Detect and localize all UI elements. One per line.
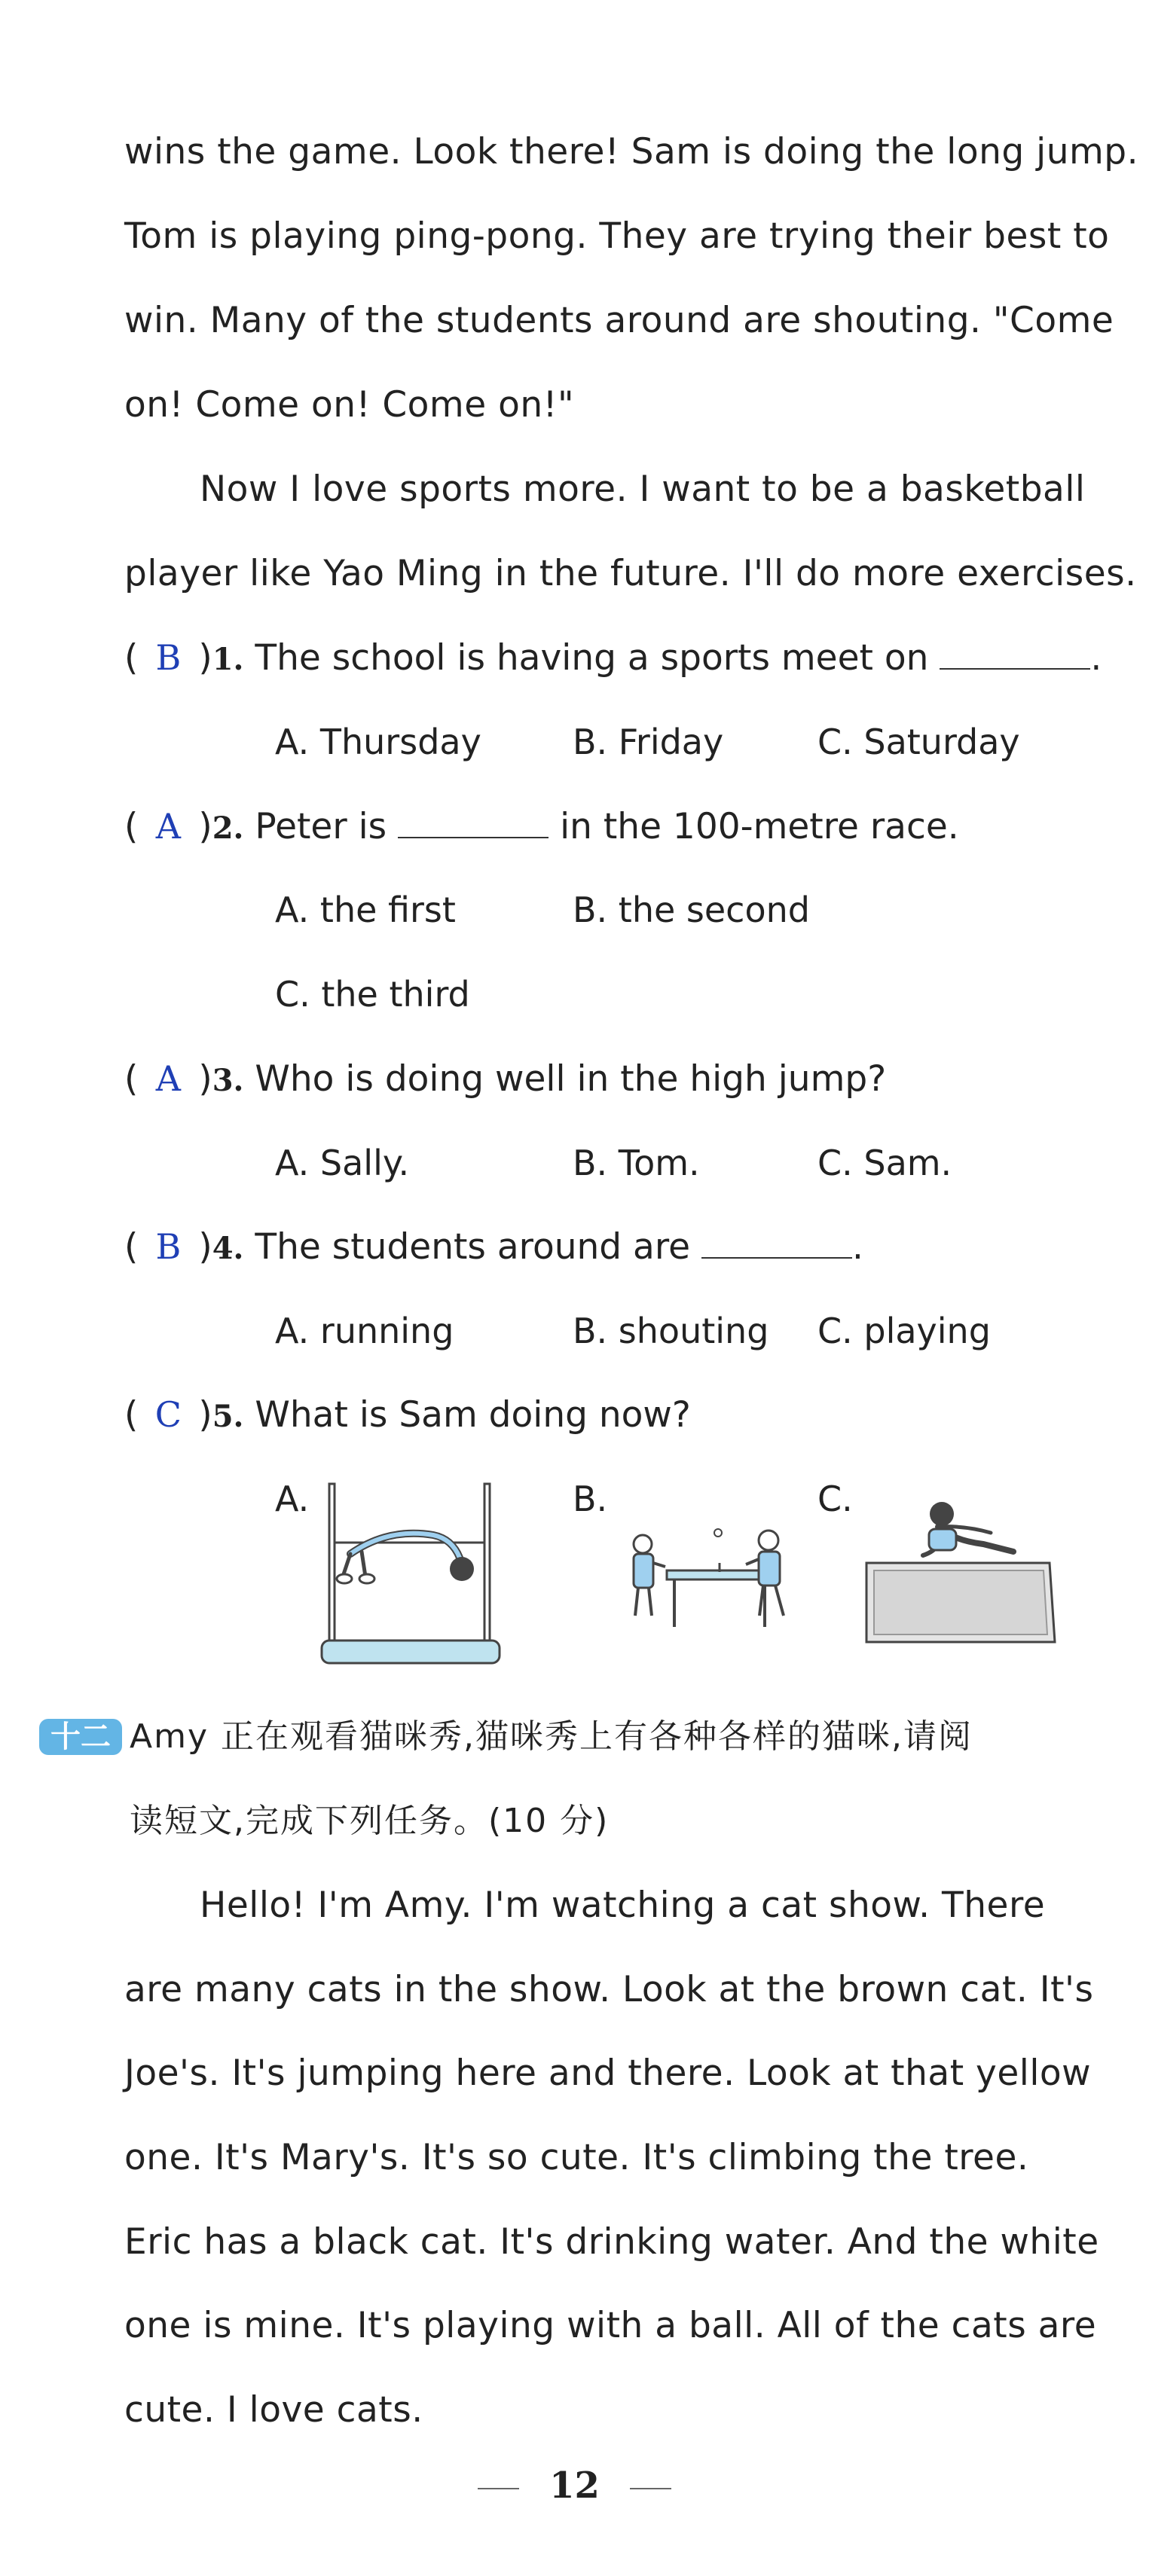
question-4: ( B )4. The students around are . [124, 1224, 863, 1271]
answer-blank [398, 804, 549, 838]
option-b: B. shouting [573, 1311, 769, 1351]
answer-3[interactable]: A [155, 1058, 181, 1099]
page-number: 12 [549, 2465, 600, 2507]
passage-line: win. Many of the students around are shouting. "Come [124, 300, 1114, 341]
answer-blank [940, 635, 1090, 670]
answer-5[interactable]: C [154, 1394, 182, 1435]
option-c: C. Saturday [817, 722, 1020, 762]
question-1: ( B )1. The school is having a sports meet on . [124, 635, 1102, 682]
passage-line: Joe's. It's jumping here and there. Look at that yellow [124, 2053, 1092, 2094]
section-instruction: Amy 正在观看猫咪秀,猫咪秀上有各种各样的猫咪,请阅 [130, 1717, 973, 1756]
passage-line: Now I love sports more. I want to be a basketball [200, 469, 1086, 510]
question-2: ( A )2. Peter is in the 100-metre race. [124, 804, 959, 851]
passage-line: Hello! I'm Amy. I'm watching a cat show. There [200, 1885, 1046, 1926]
option-b: B. Friday [573, 722, 724, 762]
section-badge: 十二 [39, 1719, 122, 1755]
option-a-label: A. [275, 1479, 310, 1519]
passage-line: on! Come on! Come on!" [124, 384, 575, 426]
option-c-label: C. [817, 1479, 853, 1519]
high-jump-picture[interactable] [320, 1482, 501, 1667]
question-3: ( A )3. Who is doing well in the high jump? [124, 1056, 886, 1103]
ping-pong-picture[interactable] [622, 1510, 810, 1634]
passage-line: one. It's Mary's. It's so cute. It's climbing the tree. [124, 2137, 1029, 2178]
option-b: B. the second [573, 890, 810, 930]
option-c: C. Sam. [817, 1143, 952, 1183]
passage-line: are many cats in the show. Look at the brown cat. It's [124, 1969, 1094, 2010]
option-a: A. Thursday [275, 722, 481, 762]
answer-2[interactable]: A [155, 806, 181, 847]
footer-dash [630, 2488, 671, 2489]
question-5: ( C )5. What is Sam doing now? [124, 1392, 691, 1439]
option-b-label: B. [573, 1479, 608, 1519]
passage-line: Eric has a black cat. It's drinking water. And the white [124, 2221, 1099, 2263]
passage-line: one is mine. It's playing with a ball. All of the cats are [124, 2305, 1097, 2346]
passage-line: player like Yao Ming in the future. I'll do more exercises. [124, 553, 1137, 594]
section-instruction: 读短文,完成下列任务。(10 分) [130, 1802, 610, 1840]
option-b: B. Tom. [573, 1143, 700, 1183]
answer-4[interactable]: B [155, 1226, 182, 1267]
option-a: A. Sally. [275, 1143, 410, 1183]
footer-dash [478, 2488, 519, 2489]
passage-line: cute. I love cats. [124, 2389, 423, 2431]
option-a: A. running [275, 1311, 454, 1351]
passage-line: wins the game. Look there! Sam is doing the long jump. [124, 131, 1139, 172]
answer-1[interactable]: B [155, 637, 182, 678]
page-footer [0, 2465, 1149, 2507]
passage-line: Tom is playing ping-pong. They are trying their best to [124, 215, 1110, 257]
answer-blank [701, 1224, 852, 1259]
option-c: C. the third [275, 974, 470, 1015]
long-jump-picture[interactable] [863, 1495, 1059, 1646]
option-c: C. playing [817, 1311, 991, 1351]
option-a: A. the first [275, 890, 456, 930]
